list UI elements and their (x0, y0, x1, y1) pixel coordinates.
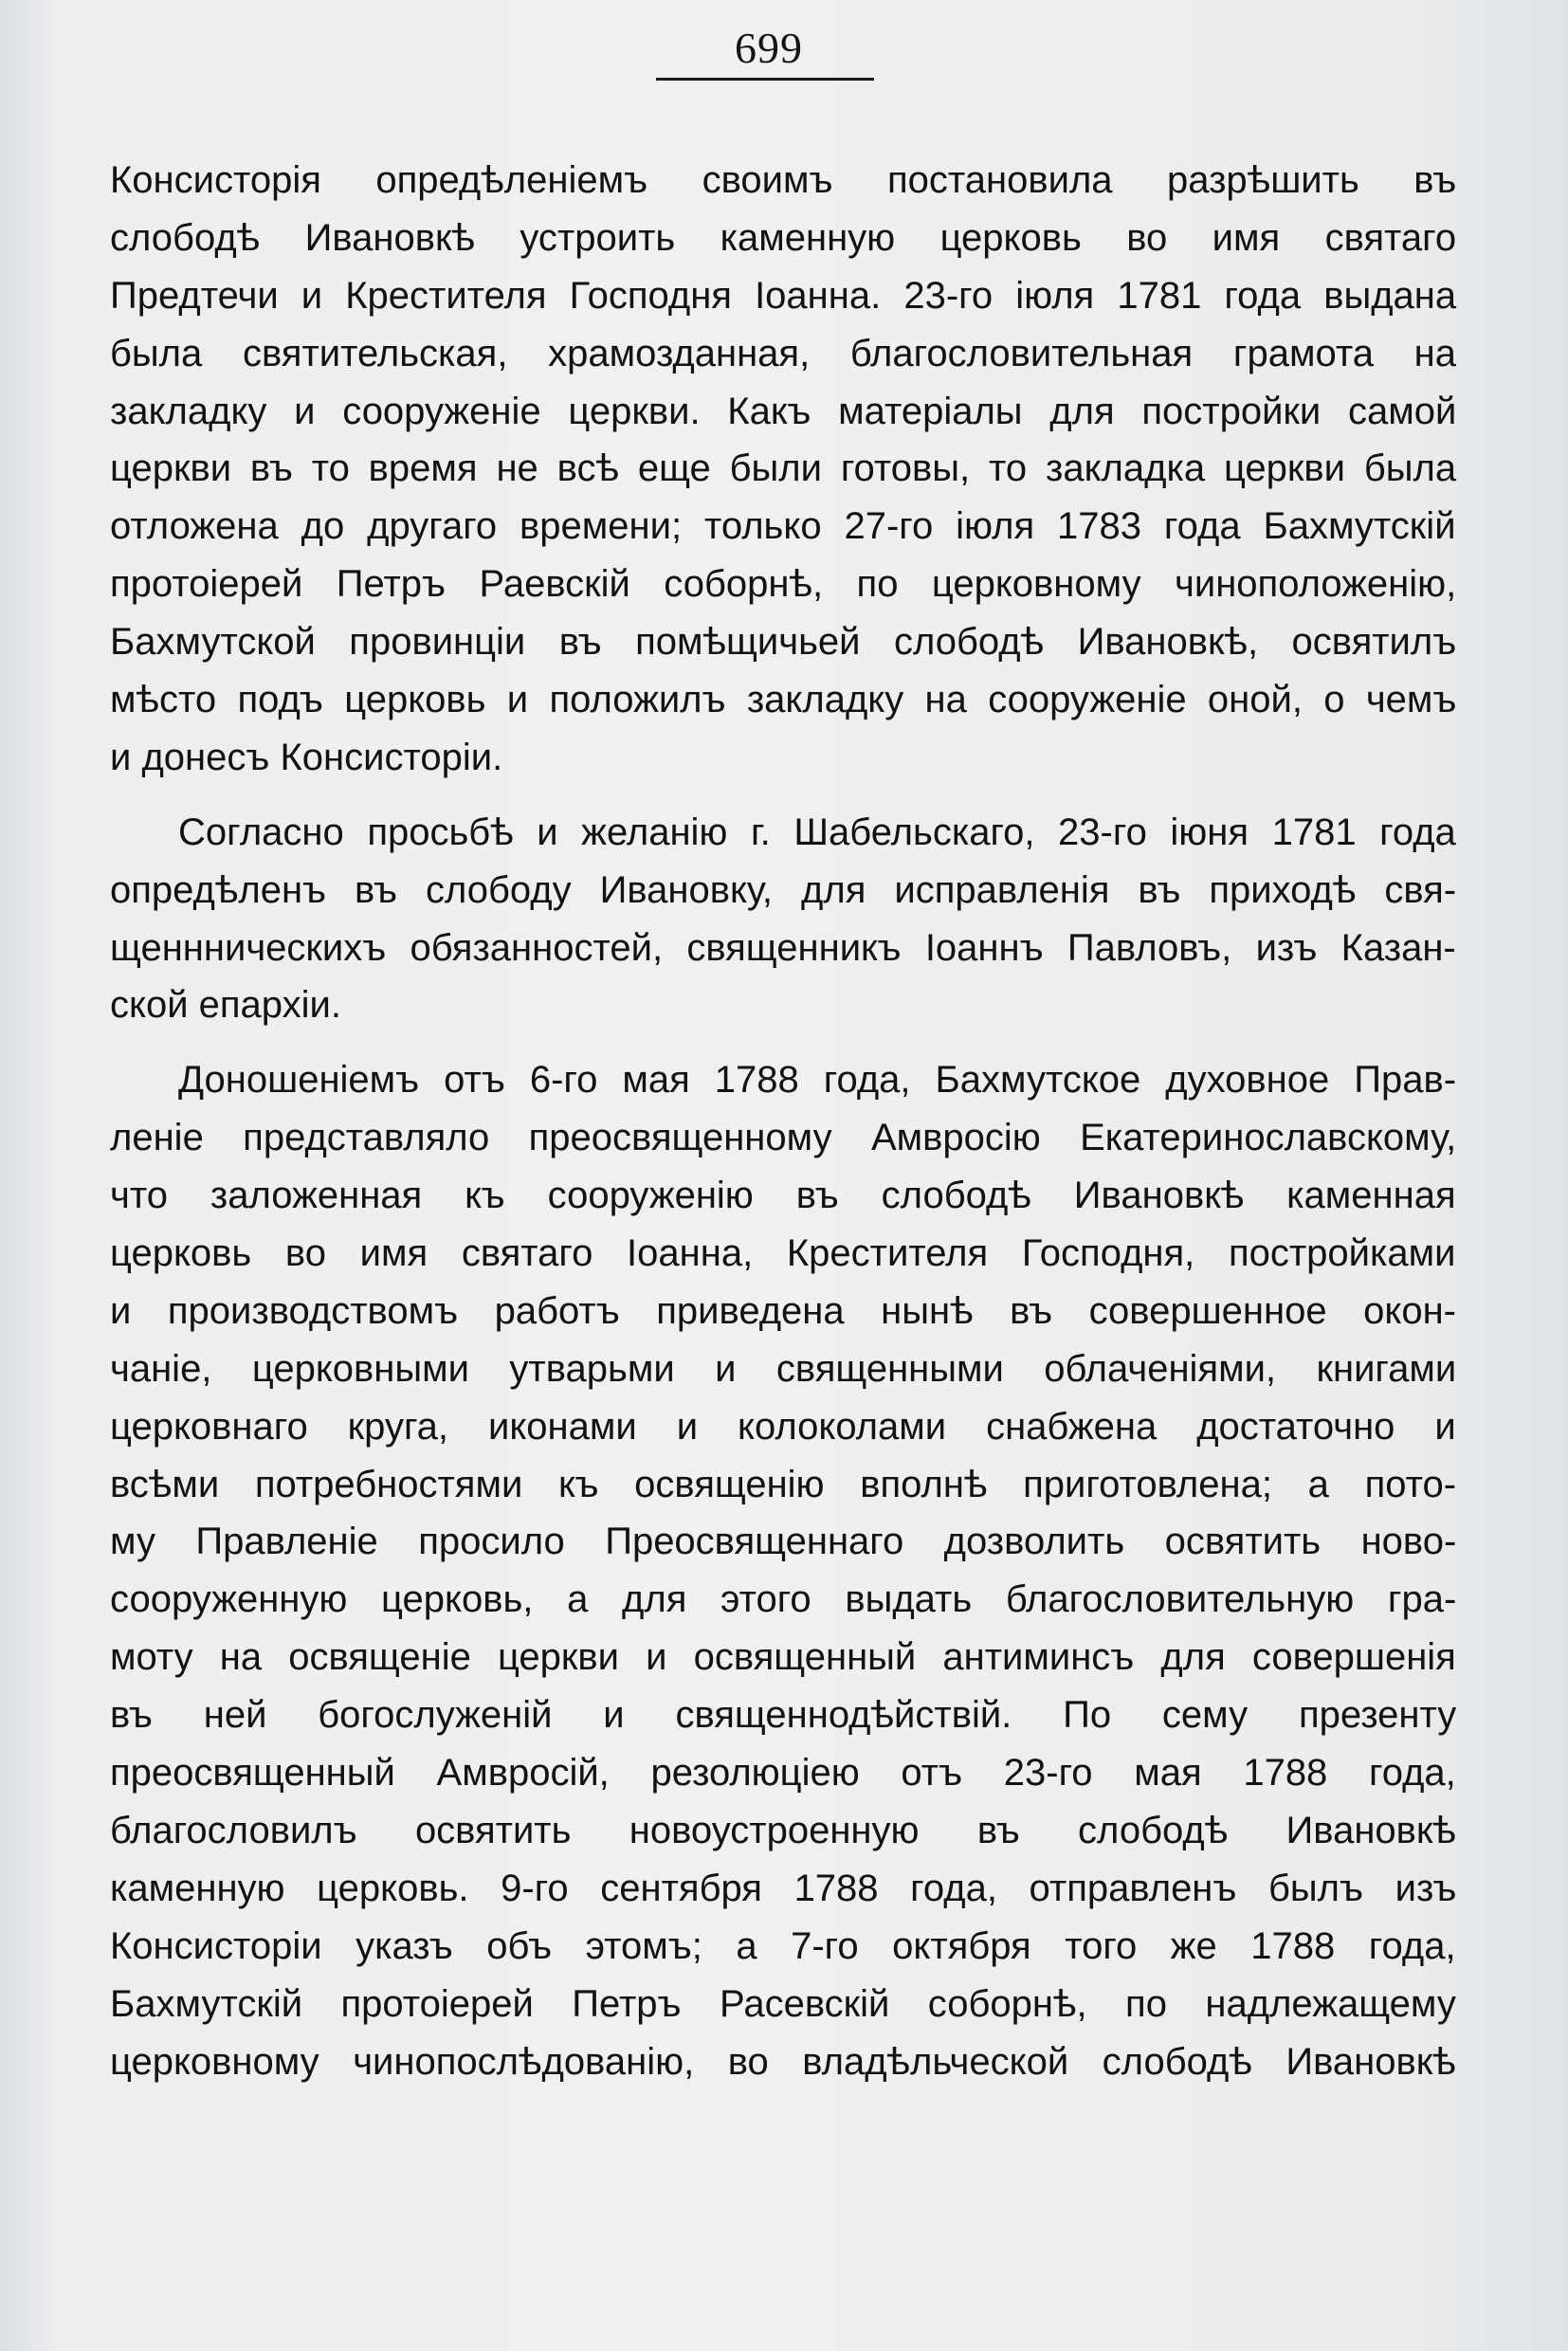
text-line: церкви въ то время не всѣ еще были готовы, то закладка церкви была (110, 447, 1457, 490)
text-line: благословилъ освятить новоустроенную въ слободѣ Ивановкѣ (110, 1809, 1456, 1851)
text-line: чаніе, церковными утварьми и священными облаченіями, книгами (110, 1347, 1457, 1390)
page-number: 699 (735, 24, 803, 72)
text-line: Доношеніемъ отъ 6-го мая 1788 года, Бахмутское духовное Прав- (178, 1059, 1457, 1102)
text-line: церковь во имя святаго Іоанна, Крестителя Господня, постройками (110, 1232, 1456, 1275)
paragraph-gap (110, 1034, 1437, 1051)
text-line: что заложенная къ сооруженію въ слободѣ Ивановкѣ каменная (110, 1175, 1456, 1217)
text-line: отложена до другаго времени; только 27-го іюля 1783 года Бахмутскій (110, 505, 1456, 548)
text-line: преосвященный Амвросій, резолюціею отъ 23-го мая 1788 года, (110, 1752, 1456, 1795)
text-line: всѣми потребностями къ освященію вполнѣ приготовлена; а пото- (110, 1463, 1457, 1505)
body-text (110, 152, 1457, 2090)
text-line: закладку и сооруженіе церкви. Какъ матеріалы для постройки самой (110, 390, 1457, 432)
text-line: протоіерей Петръ Раевскій соборнѣ, по церковному чиноположенію, (110, 563, 1457, 606)
text-line: Предтечи и Крестителя Господня Іоанна. 23-го іюля 1781 года выдана (110, 274, 1457, 317)
text-line: Согласно просьбѣ и желанію г. Шабельскаго, 23-го іюня 1781 года (178, 811, 1456, 853)
text-line: въ ней богослуженій и священнодѣйствій. По сему презенту (110, 1694, 1457, 1737)
text-line: мѣсто подъ церковь и положилъ закладку на сооруженіе оной, о чемъ (110, 679, 1457, 721)
text-line: сооруженную церковь, а для этого выдать благословительную гра- (110, 1578, 1457, 1621)
text-line: Бахмутской провинціи въ помѣщичьей слободѣ Ивановкѣ, освятилъ (110, 621, 1457, 664)
text-line: и производствомъ работъ приведена нынѣ въ совершенное окон- (110, 1289, 1456, 1332)
text-line: щеннническихъ обязанностей, священникъ Іоаннъ Павловъ, изъ Казан- (110, 926, 1456, 969)
text-line: Бахмутскій протоіерей Петръ Расевскій соборнѣ, по надлежащему (110, 1982, 1456, 2025)
text-line: му Правленіе просило Преосвященнаго дозволить освятить ново- (110, 1521, 1457, 1563)
text-line: Консисторія опредѣленіемъ своимъ постановила разрѣшить въ (110, 159, 1457, 201)
text-line: каменную церковь. 9-го сентября 1788 года, отправленъ былъ изъ (110, 1867, 1457, 1909)
text-line: опредѣленъ въ слободу Ивановку, для исправленія въ приходѣ свя- (110, 868, 1457, 911)
page-number-rule (656, 78, 874, 81)
text-line: леніе представляло преосвященному Амвросію Екатеринославскому, (110, 1117, 1457, 1159)
paragraph-gap (110, 787, 1437, 804)
text-line: Консисторіи указъ объ этомъ; а 7-го октября того же 1788 года, (110, 1924, 1456, 1967)
text-line: церковному чинопослѣдованію, во владѣльческой слободѣ Ивановкѣ (110, 2040, 1456, 2083)
text-line: моту на освященіе церкви и освященный антиминсъ для совершенія (110, 1636, 1456, 1679)
text-line: ской епархіи. (110, 984, 341, 1027)
text-line: слободѣ Ивановкѣ устроить каменную церковь во имя святаго (110, 216, 1457, 259)
text-line: была святительская, храмозданная, благословительная грамота на (110, 332, 1456, 374)
text-line: церковнаго круга, иконами и колоколами снабжена достаточно и (110, 1405, 1456, 1448)
text-line: и донесъ Консисторіи. (110, 736, 503, 778)
